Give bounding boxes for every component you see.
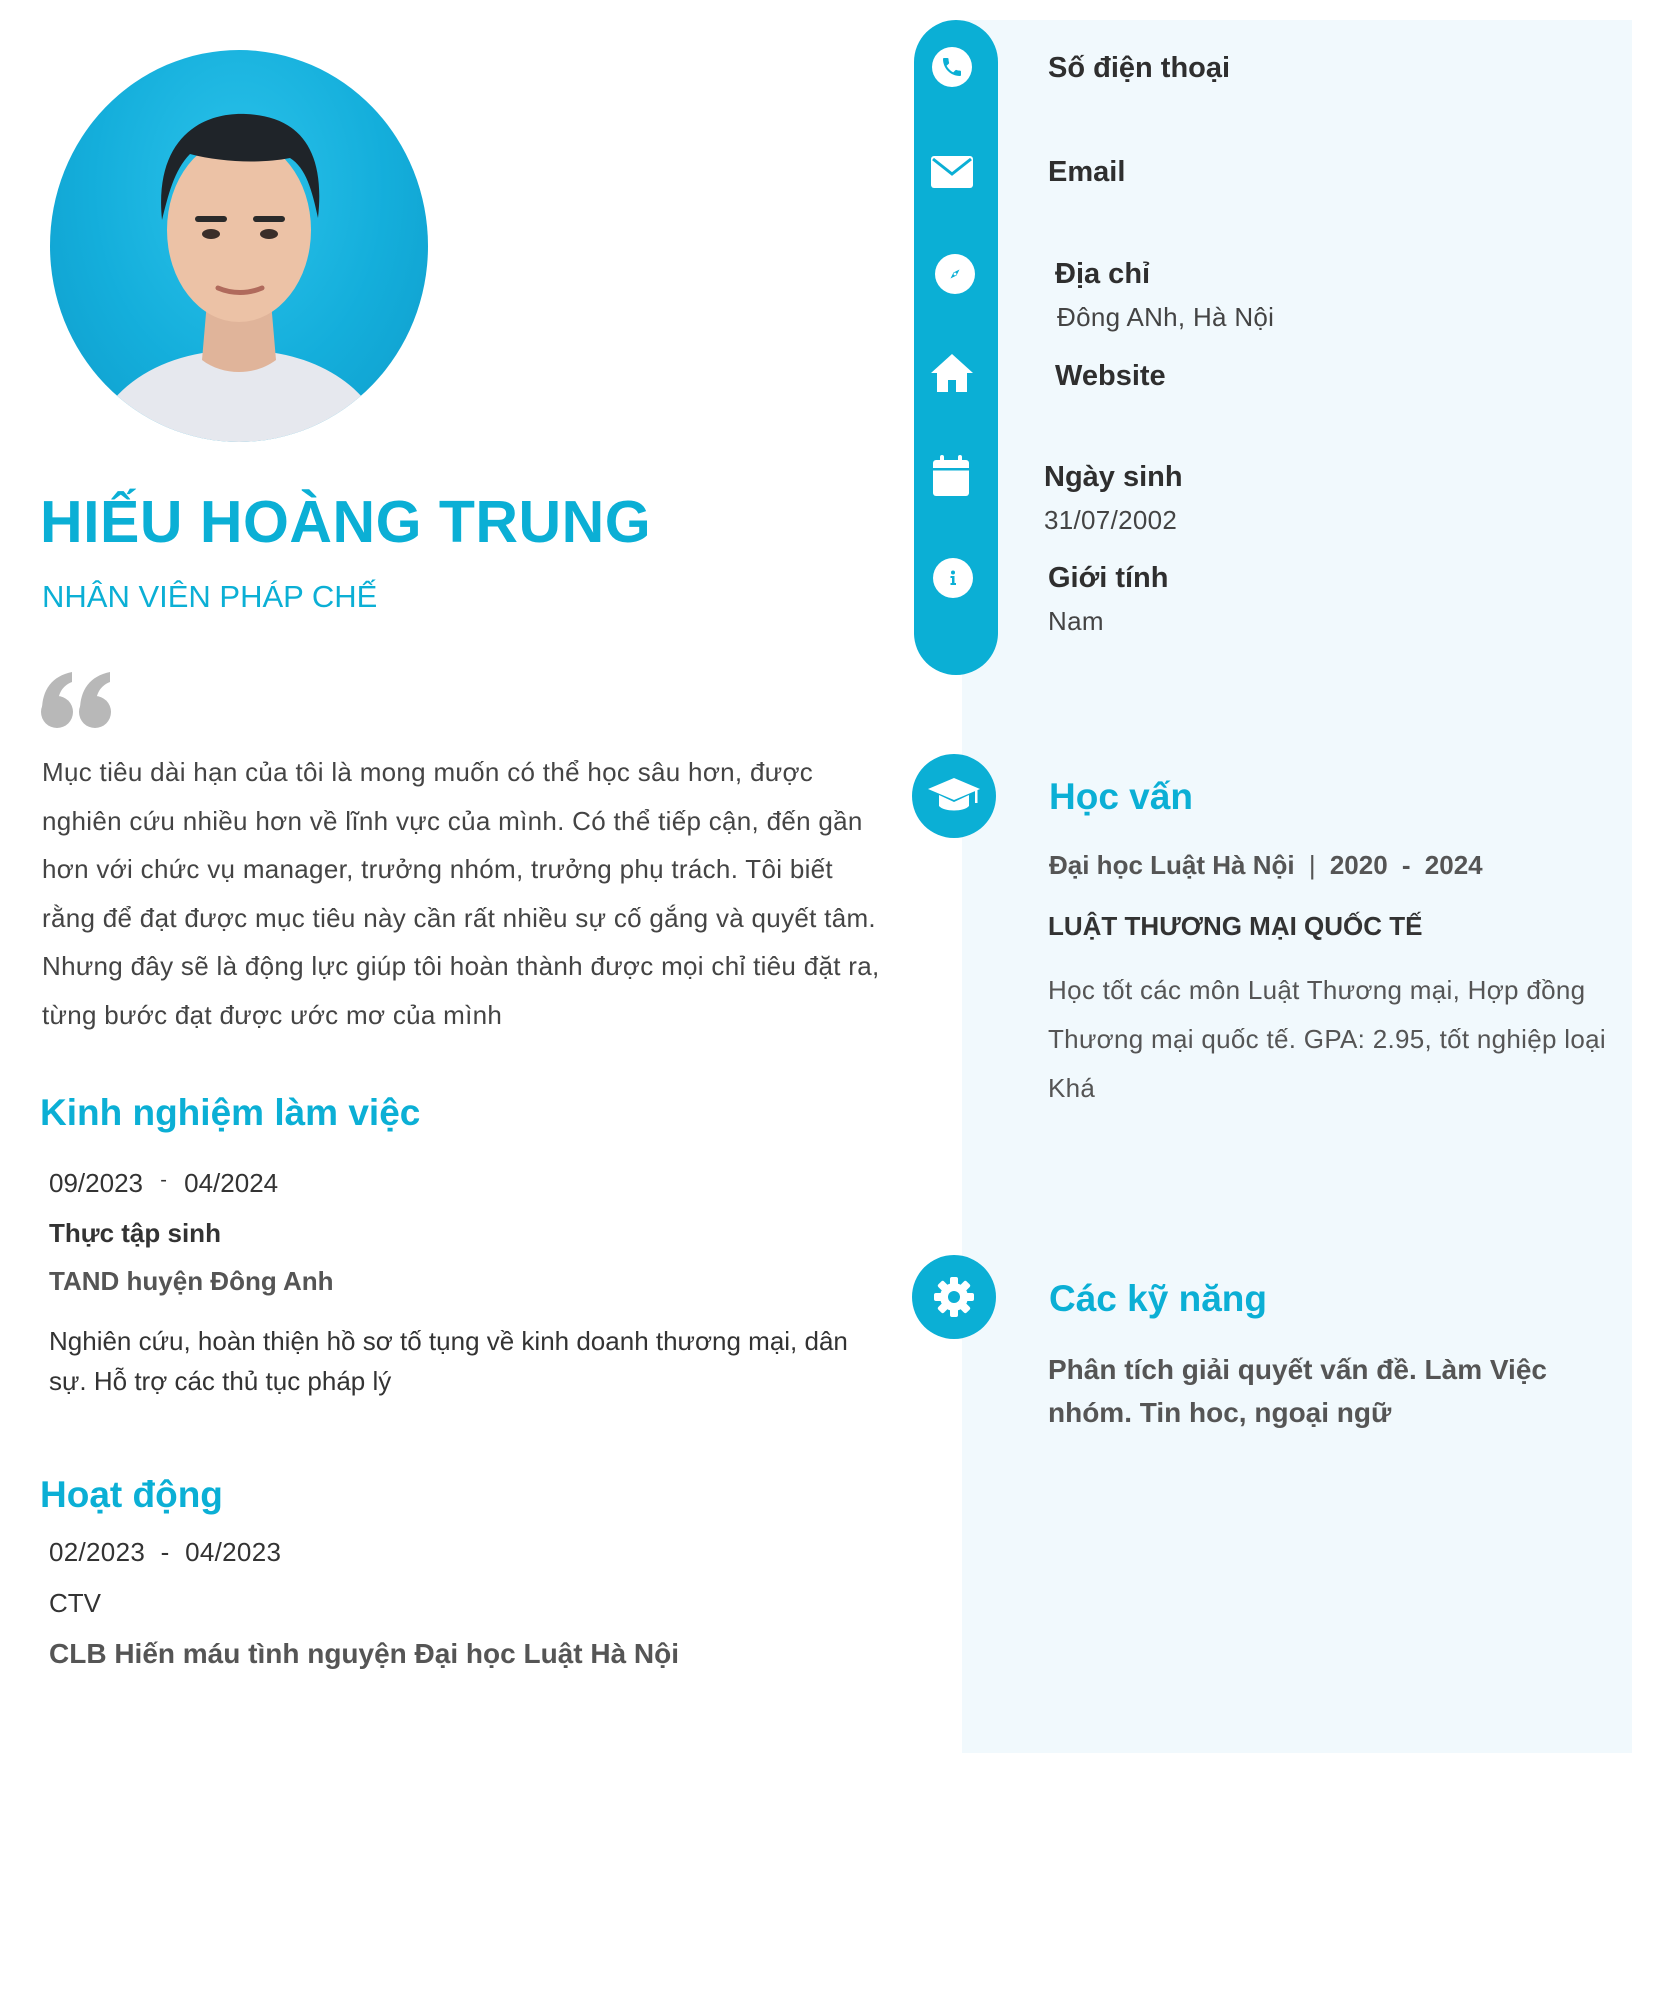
experience-title: Kinh nghiệm làm việc <box>40 1092 421 1133</box>
education-end: 2024 <box>1424 850 1483 880</box>
experience-description: Nghiên cứu, hoàn thiện hồ sơ tố tụng về kinh doanh thương mại, dân sự. Hỗ trợ các thủ tục pháp lý <box>49 1326 848 1396</box>
address-label: Địa chỉ <box>1055 258 1151 290</box>
phone-icon <box>932 47 972 87</box>
experience-end: 04/2024 <box>184 1168 279 1198</box>
job-title: NHÂN VIÊN PHÁP CHẾ <box>42 579 378 614</box>
compass-icon <box>935 254 975 294</box>
graduation-cap-icon <box>926 774 982 818</box>
address-value: Đông ANh, Hà Nội <box>1057 302 1275 332</box>
skills-badge <box>912 1255 996 1339</box>
gender-label: Giới tính <box>1048 562 1169 594</box>
experience-dates <box>49 1168 278 1199</box>
education-title: Học vấn <box>1049 776 1193 817</box>
website-label: Website <box>1055 360 1166 392</box>
birthday-label: Ngày sinh <box>1044 461 1183 493</box>
experience-start: 09/2023 <box>49 1168 143 1198</box>
activities-role: CTV <box>49 1588 101 1618</box>
info-icon <box>933 558 973 598</box>
skills-title: Các kỹ năng <box>1049 1278 1267 1319</box>
education-separator: - <box>1401 850 1411 880</box>
activities-title: Hoạt động <box>40 1474 223 1515</box>
gender-value: Nam <box>1048 606 1104 636</box>
activities-separator: - <box>160 1537 170 1567</box>
email-label: Email <box>1048 156 1126 188</box>
education-divider: | <box>1308 850 1316 880</box>
education-school: Đại học Luật Hà Nội <box>1049 850 1295 880</box>
calendar-icon <box>928 453 974 499</box>
education-badge <box>912 754 996 838</box>
activities-start: 02/2023 <box>49 1537 146 1567</box>
education-description: Học tốt các môn Luật Thương mại, Hợp đồng Thương mại quốc tế. GPA: 2.95, tốt nghiệp loại Khá <box>1048 975 1606 1103</box>
email-icon <box>929 149 975 195</box>
education-start: 2020 <box>1329 850 1388 880</box>
education-school-line <box>1049 850 1483 881</box>
avatar <box>50 50 428 442</box>
skills-text: Phân tích giải quyết vấn đề. Làm Việc nhóm. Tin hoc, ngoại ngữ <box>1048 1354 1547 1428</box>
activities-org: CLB Hiến máu tình nguyện Đại học Luật Hà Nội <box>49 1638 680 1669</box>
experience-role: Thực tập sinh <box>49 1218 221 1248</box>
activities-end: 04/2023 <box>185 1537 282 1567</box>
activities-dates <box>49 1537 281 1568</box>
phone-label: Số điện thoại <box>1048 52 1231 84</box>
education-major: LUẬT THƯƠNG MẠI QUỐC TẾ <box>1048 911 1423 941</box>
career-objective: Mục tiêu dài hạn của tôi là mong muốn có thể học sâu hơn, được nghiên cứu nhiều hơn về lĩnh vực của mình. Có thể tiếp cận, đến gần hơn với chức vụ manager, trưởng nhóm, trưởng phụ trách. Tôi biết rằng để đạt được mục tiêu này cần rất nhiều sự cố gắng và quyết tâm. Nhưng đây sẽ là động lực giúp tôi hoàn thành được mọi chỉ tiêu đặt ra, từng bước đạt được ước mơ của mình <box>42 757 880 1030</box>
experience-org: TAND huyện Đông Anh <box>49 1266 334 1296</box>
quote-icon <box>40 672 112 730</box>
birthday-value: 31/07/2002 <box>1044 505 1178 535</box>
candidate-name: HIẾU HOÀNG TRUNG <box>40 489 652 555</box>
home-icon <box>929 350 975 396</box>
gear-icon <box>931 1274 977 1320</box>
experience-separator: - <box>160 1169 167 1191</box>
